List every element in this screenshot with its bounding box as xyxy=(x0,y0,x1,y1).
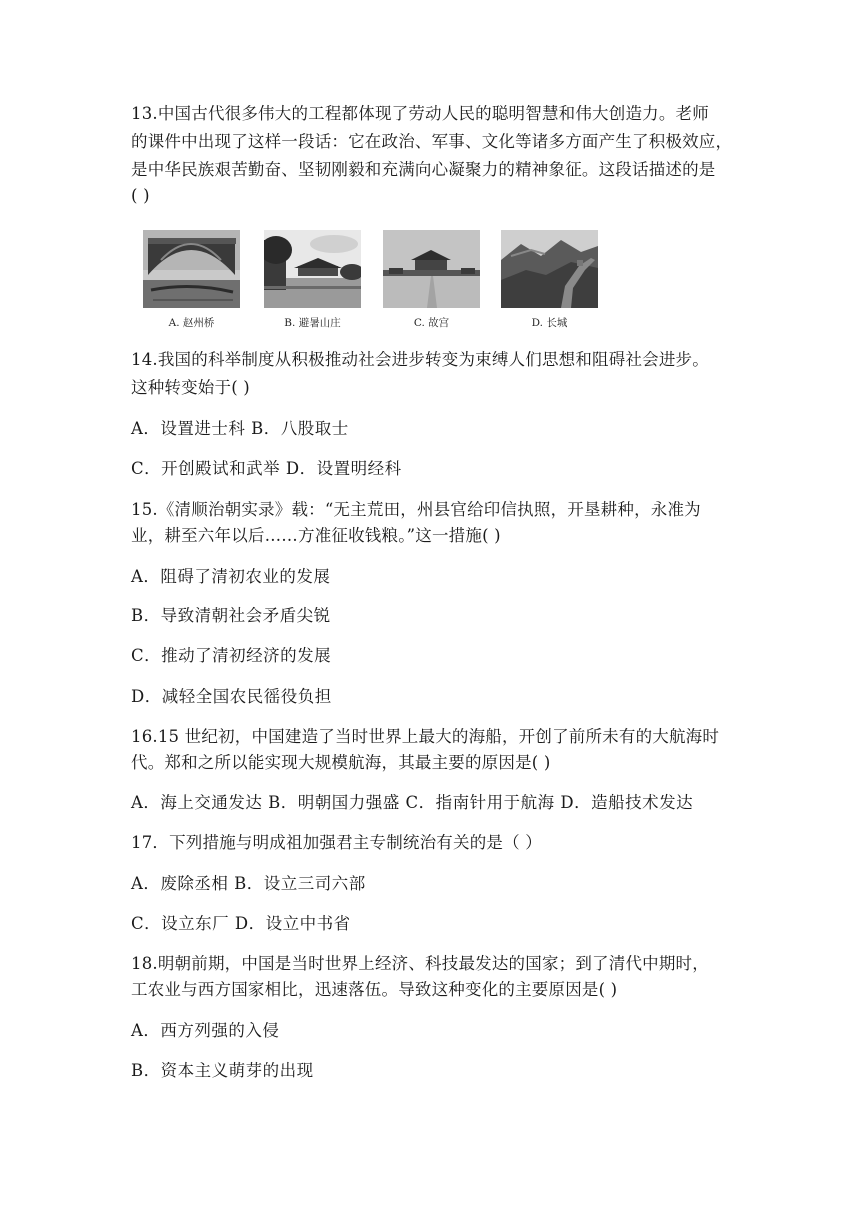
q17-options-row-2: C．设立东厂 D．设立中书省 xyxy=(131,914,351,933)
q17-line-1: 17．下列措施与明成祖加强君主专制统治有关的是（ ） xyxy=(131,833,542,852)
palace-image xyxy=(383,230,480,308)
q15-line-1: 15.《清顺治朝实录》载：“无主荒田，州县官给印信执照，开垦耕种，永准为 xyxy=(131,500,701,519)
q14-options-row-2: C．开创殿试和武举 D．设置明经科 xyxy=(131,459,402,478)
q18-option-b: B．资本主义萌芽的出现 xyxy=(131,1061,314,1080)
q15-option-a: A．阻碍了清初农业的发展 xyxy=(131,567,331,586)
q17-options-row-1: A．废除丞相 B．设立三司六部 xyxy=(131,874,366,893)
caption-b: B. 避暑山庄 xyxy=(284,317,341,329)
q13-line-4: ( ) xyxy=(131,186,150,205)
bridge-image xyxy=(143,230,240,308)
caption-a: A. 赵州桥 xyxy=(168,317,215,329)
q13-line-1: 13.中国古代很多伟大的工程都体现了劳动人民的聪明智慧和伟大创造力。老师 xyxy=(131,104,709,123)
q14-options-row-1: A．设置进士科 B．八股取士 xyxy=(131,419,349,438)
caption-c: C. 故宫 xyxy=(413,317,450,329)
q16-line-1: 16.15 世纪初，中国建造了当时世界上最大的海船，开创了前所未有的大航海时 xyxy=(131,727,720,746)
q13-image-row xyxy=(143,230,603,334)
q16-options-row: A．海上交通发达 B．明朝国力强盛 C．指南针用于航海 D．造船技术发达 xyxy=(131,793,694,812)
q16-line-2: 代。郑和之所以能实现大规模航海，其最主要的原因是( ) xyxy=(131,753,551,772)
q18-option-a: A．西方列强的入侵 xyxy=(131,1021,280,1040)
q15-line-2: 业，耕至六年以后……方准征收钱粮。”这一措施( ) xyxy=(131,526,501,545)
q13-line-2: 的课件中出现了这样一段话：它在政治、军事、文化等诸多方面产生了积极效应， xyxy=(131,132,733,151)
mountain-resort-image xyxy=(264,230,361,308)
q18-line-1: 18.明朝前期，中国是当时世界上经济、科技最发达的国家；到了清代中期时， xyxy=(131,954,709,973)
q15-option-b: B．导致清朝社会矛盾尖锐 xyxy=(131,606,331,625)
q13-line-3: 是中华民族艰苦勤奋、坚韧刚毅和充满向心凝聚力的精神象征。这段话描述的是 xyxy=(131,160,716,179)
q15-option-d: D．减轻全国农民徭役负担 xyxy=(131,687,332,706)
q15-option-c: C．推动了清初经济的发展 xyxy=(131,646,332,665)
q14-line-1: 14.我国的科举制度从积极推动社会进步转变为束缚人们思想和阻碍社会进步。 xyxy=(131,350,709,369)
q18-line-2: 工农业与西方国家相比，迅速落伍。导致这种变化的主要原因是( ) xyxy=(131,980,618,999)
q14-line-2: 这种转变始于( ) xyxy=(131,378,250,397)
caption-d: D. 长城 xyxy=(531,317,568,329)
great-wall-image xyxy=(501,230,598,308)
